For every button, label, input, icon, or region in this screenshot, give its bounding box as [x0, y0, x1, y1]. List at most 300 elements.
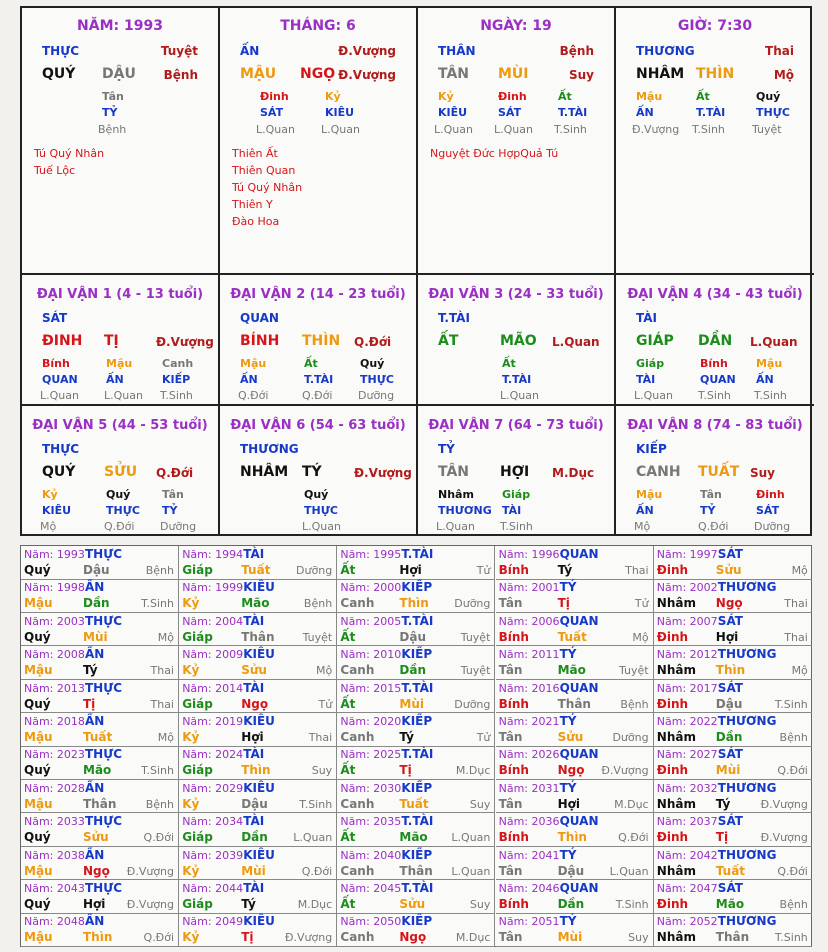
- year-star: THƯƠNG: [717, 580, 777, 595]
- hidden-trang-sinh: Tuyệt: [752, 123, 782, 136]
- dai-van-title: ĐẠI VẬN 2 (14 - 23 tuổi): [230, 287, 406, 302]
- year-chi: Mùi: [715, 763, 741, 778]
- year-cell: [496, 613, 654, 647]
- year-cell: [654, 913, 812, 947]
- year-chi: Mùi: [557, 930, 583, 945]
- year-label: Năm: 2027: [656, 748, 718, 762]
- year-label: Năm: 2002: [656, 581, 718, 595]
- year-label: Năm: 2031: [498, 781, 560, 795]
- year-trang-sinh: Mộ: [315, 664, 333, 678]
- year-can: Quý: [24, 763, 51, 778]
- year-can: Canh: [340, 596, 375, 611]
- hidden-can: Ất: [696, 90, 710, 103]
- than-sat-item: Thiên Ất: [232, 147, 278, 160]
- hidden-trang-sinh: L.Quan: [494, 123, 533, 136]
- year-can: Kỷ: [182, 863, 200, 878]
- hidden-star: KIÊU: [438, 106, 468, 119]
- year-trang-sinh: Suy: [469, 898, 491, 911]
- hidden-can: Mậu: [636, 90, 663, 103]
- dai-van-trang-sinh: Suy: [750, 466, 776, 480]
- year-trang-sinh: Mộ: [632, 630, 649, 644]
- year-can: Đinh: [656, 563, 689, 577]
- year-chi: Sửu: [557, 730, 584, 744]
- year-cell: [337, 646, 495, 680]
- year-star: KIẾP: [401, 580, 433, 595]
- year-trang-sinh: T.Sinh: [141, 597, 174, 611]
- pillar-title: NGÀY: 19: [480, 18, 552, 34]
- hidden-star: T.TÀI: [558, 106, 588, 119]
- pillar-can: TÂN: [438, 66, 470, 82]
- year-trang-sinh: T.Sinh: [141, 764, 174, 778]
- year-chi: Dần: [241, 830, 268, 845]
- year-star: TÀI: [243, 613, 265, 628]
- dai-van-trang-sinh: L.Quan: [750, 335, 798, 349]
- dai-van-hidden-ts: L.Quan: [436, 520, 475, 533]
- dai-van-trang-sinh: L.Quan: [552, 335, 600, 349]
- dai-van-hidden-star: ẤN: [636, 504, 654, 517]
- year-star: QUAN: [559, 547, 599, 561]
- year-trang-sinh: M.Dục: [455, 764, 491, 778]
- year-trang-sinh: Tử: [318, 697, 333, 711]
- pillar-trang-sinh: Thai: [765, 44, 794, 58]
- year-can: Bính: [498, 696, 529, 711]
- year-star: ẤN: [85, 847, 105, 862]
- year-can: Đinh: [656, 629, 689, 644]
- dai-van-hidden-can: Mậu: [636, 488, 663, 501]
- year-star: KIÊU: [243, 914, 275, 929]
- year-star: T.TÀI: [401, 680, 434, 695]
- year-trang-sinh: Dưỡng: [612, 731, 649, 744]
- year-label: Năm: 2052: [656, 915, 718, 929]
- pillar-star: THƯƠNG: [636, 44, 695, 58]
- year-star: TỶ: [559, 914, 577, 929]
- year-can: Nhâm: [656, 730, 696, 744]
- year-star: QUAN: [559, 613, 599, 628]
- year-chi: Mùi: [83, 629, 108, 644]
- year-star: THỰC: [85, 680, 123, 695]
- year-trang-sinh: Q.Đới: [143, 931, 174, 945]
- than-sat-item: Nguyệt Đức HợpQuả Tú: [430, 147, 559, 160]
- dai-van-hidden-star: TỶ: [700, 504, 716, 517]
- year-can: Mậu: [24, 930, 53, 945]
- year-trang-sinh: Đ.Vượng: [601, 764, 649, 778]
- pillar-can: NHÂM: [636, 66, 685, 82]
- year-label: Năm: 2007: [656, 614, 718, 628]
- hidden-trang-sinh: T.Sinh: [692, 123, 725, 136]
- year-label: Năm: 2042: [656, 848, 718, 862]
- year-cell: [337, 746, 495, 780]
- pillar-title: NĂM: 1993: [77, 18, 163, 34]
- pillar-trang-sinh: Bệnh: [559, 44, 594, 58]
- year-cell: [179, 646, 337, 680]
- year-label: Năm: 2016: [498, 681, 560, 695]
- hidden-trang-sinh: L.Quan: [321, 123, 360, 136]
- year-label: Năm: 2024: [182, 748, 244, 762]
- year-cell: [337, 613, 495, 647]
- year-can: Mậu: [24, 863, 53, 878]
- year-chi: Sửu: [715, 563, 742, 577]
- hidden-can: Kỷ: [325, 90, 341, 103]
- year-cell: [179, 613, 337, 647]
- dai-van-hidden-ts: Q.Đới: [302, 389, 333, 402]
- year-trang-sinh: Thai: [150, 664, 174, 678]
- year-cell: [654, 713, 812, 747]
- year-star: T.TÀI: [401, 547, 434, 561]
- pillar-title: GIỜ: 7:30: [677, 18, 753, 34]
- year-star: THỰC: [85, 613, 123, 628]
- year-can: Kỷ: [182, 930, 200, 945]
- year-can: Kỷ: [182, 730, 200, 744]
- year-star: TÀI: [243, 680, 265, 695]
- than-sat-item: Tuế Lộc: [34, 164, 76, 177]
- year-label: Năm: 2037: [656, 815, 718, 829]
- year-label: Năm: 2006: [498, 614, 560, 628]
- year-label: Năm: 2017: [656, 681, 718, 695]
- year-cell: [337, 680, 495, 714]
- year-label: Năm: 2008: [24, 648, 85, 662]
- year-star: TỶ: [559, 847, 577, 862]
- dai-van-hidden-star: QUAN: [42, 373, 78, 386]
- dai-van-1: [22, 273, 220, 405]
- year-chi: Dậu: [715, 696, 743, 711]
- year-label: Năm: 2010: [340, 648, 402, 662]
- hidden-trang-sinh: L.Quan: [256, 123, 295, 136]
- year-cell: [21, 847, 179, 881]
- year-label: Năm: 2015: [340, 681, 402, 695]
- pillar-chi: MÙI: [498, 66, 529, 82]
- year-star: QUAN: [559, 881, 599, 895]
- dai-van-3: [418, 273, 616, 405]
- dai-van-star: TÀI: [636, 311, 658, 325]
- year-label: Năm: 1996: [498, 548, 560, 561]
- year-cell: [654, 613, 812, 647]
- year-cell: [496, 813, 654, 847]
- dai-van-hidden-star: ẤN: [106, 373, 124, 386]
- year-label: Năm: 2030: [340, 781, 402, 795]
- year-star: SÁT: [717, 747, 743, 762]
- year-cell: [496, 913, 654, 947]
- year-can: Mậu: [24, 663, 53, 678]
- year-trang-sinh: Thai: [308, 731, 333, 744]
- dai-van-trang-sinh: Q.Đới: [156, 466, 194, 480]
- dai-van-hidden-star: TÀI: [636, 373, 656, 386]
- year-label: Năm: 2035: [340, 815, 402, 829]
- year-star: SÁT: [717, 547, 743, 561]
- year-can: Bính: [498, 897, 529, 911]
- dai-van-hidden-can: Nhâm: [438, 488, 474, 501]
- year-star: TỶ: [559, 647, 577, 662]
- year-can: Bính: [498, 830, 529, 845]
- year-star: KIÊU: [243, 714, 275, 728]
- year-chi: Tị: [715, 830, 729, 845]
- dai-van-hidden-can: Đinh: [756, 488, 785, 501]
- year-star: THỰC: [85, 547, 123, 561]
- year-trang-sinh: Dưỡng: [296, 564, 333, 577]
- year-cell: [179, 546, 337, 580]
- than-sat-item: Thiên Quan: [232, 164, 296, 177]
- year-star: KIẾP: [401, 780, 433, 795]
- year-can: Nhâm: [656, 596, 696, 611]
- hidden-trang-sinh: T.Sinh: [554, 123, 587, 136]
- dai-van-title: ĐẠI VẬN 4 (34 - 43 tuổi): [627, 287, 803, 302]
- year-star: QUAN: [559, 680, 599, 695]
- year-star: KIÊU: [243, 647, 275, 662]
- year-can: Nhâm: [656, 663, 696, 678]
- dai-van-hidden-ts: Mộ: [634, 520, 651, 533]
- year-cell: [337, 579, 495, 613]
- year-label: Năm: 2012: [656, 648, 718, 662]
- year-can: Kỷ: [182, 596, 200, 611]
- year-star: ẤN: [85, 780, 105, 795]
- dai-van-hidden-ts: L.Quan: [634, 389, 673, 402]
- year-can: Canh: [340, 730, 375, 744]
- dai-van-hidden-star: QUAN: [700, 373, 736, 386]
- year-chi: Mão: [715, 897, 745, 911]
- year-label: Năm: 2040: [340, 848, 402, 862]
- year-can: Canh: [340, 930, 375, 945]
- year-chi: Tý: [241, 897, 256, 911]
- year-chi: Hợi: [83, 897, 106, 911]
- year-star: TỶ: [559, 580, 577, 595]
- year-label: Năm: 2003: [24, 614, 85, 628]
- year-trang-sinh: Thai: [625, 564, 649, 577]
- year-cell: [337, 546, 495, 580]
- dai-van-2: [220, 273, 418, 405]
- year-chi: Hợi: [399, 563, 422, 577]
- year-star: THƯƠNG: [717, 647, 777, 662]
- year-label: Năm: 2000: [340, 581, 402, 595]
- year-cell: [21, 780, 179, 814]
- dai-van-hidden-ts: L.Quan: [302, 520, 341, 533]
- year-label: Năm: 2033: [24, 815, 85, 829]
- year-trang-sinh: Suy: [628, 931, 649, 945]
- year-trang-sinh: L.Quan: [609, 864, 649, 878]
- than-sat-item: Tú Quý Nhân: [34, 147, 105, 160]
- year-chi: Tuất: [557, 629, 587, 644]
- year-cell: [21, 613, 179, 647]
- year-trang-sinh: Mộ: [157, 731, 174, 744]
- year-cell: [654, 780, 812, 814]
- year-cell: [496, 546, 654, 580]
- year-cell: [654, 546, 812, 580]
- year-can: Canh: [340, 796, 375, 811]
- year-trang-sinh: Dưỡng: [454, 697, 491, 711]
- dai-van-can: GIÁP: [636, 333, 674, 349]
- year-star: KIẾP: [401, 847, 433, 862]
- dai-van-hidden-ts: Q.Đới: [238, 389, 269, 402]
- year-can: Bính: [498, 563, 529, 577]
- year-star: T.TÀI: [401, 747, 434, 762]
- year-trang-sinh: Dưỡng: [454, 597, 491, 611]
- year-trang-sinh: Tuyệt: [618, 664, 649, 678]
- year-label: Năm: 2029: [182, 781, 244, 795]
- year-chi: Ngọ: [715, 596, 743, 611]
- year-cell: [179, 913, 337, 947]
- year-chi: Thìn: [241, 763, 271, 778]
- year-cell: [21, 579, 179, 613]
- year-cell: [654, 880, 812, 914]
- year-trang-sinh: Suy: [469, 797, 491, 811]
- year-chi: Thìn: [399, 596, 429, 611]
- year-trang-sinh: Tử: [476, 564, 491, 577]
- year-trang-sinh: M.Dục: [455, 931, 491, 945]
- year-can: Giáp: [182, 563, 213, 577]
- hidden-star: KIÊU: [325, 106, 355, 119]
- hidden-star: SÁT: [260, 106, 284, 119]
- year-can: Nhâm: [656, 930, 696, 945]
- dai-van-star: THƯƠNG: [240, 442, 299, 456]
- pillar-trang-sinh: Đ.Vượng: [338, 44, 396, 58]
- year-cell: [654, 847, 812, 881]
- year-label: Năm: 2045: [340, 882, 402, 895]
- year-cell: [179, 847, 337, 881]
- year-can: Tân: [498, 863, 523, 878]
- dai-van-hidden-ts: Mộ: [40, 520, 57, 533]
- year-cell: [654, 579, 812, 613]
- year-chi: Mão: [557, 663, 586, 678]
- year-label: Năm: 2004: [182, 614, 244, 628]
- year-chi: Hợi: [557, 796, 580, 811]
- dai-van-hidden-can: Canh: [162, 357, 194, 370]
- year-label: Năm: 2038: [24, 848, 85, 862]
- year-label: Năm: 2036: [498, 815, 560, 829]
- year-trang-sinh: Bệnh: [779, 731, 808, 744]
- year-label: Năm: 1998: [24, 581, 85, 595]
- year-label: Năm: 2032: [656, 781, 718, 795]
- year-can: Canh: [340, 663, 375, 678]
- year-label: Năm: 2014: [182, 681, 244, 695]
- year-label: Năm: 2021: [498, 715, 560, 728]
- dai-van-hidden-ts: L.Quan: [40, 389, 79, 402]
- hidden-can: Đinh: [260, 90, 289, 103]
- year-label: Năm: 2051: [498, 915, 560, 929]
- year-label: Năm: 2020: [340, 715, 402, 728]
- year-label: Năm: 1994: [182, 548, 244, 561]
- dai-van-hidden-ts: T.Sinh: [754, 389, 787, 402]
- hidden-star: TỶ: [102, 106, 118, 119]
- year-label: Năm: 1999: [182, 581, 244, 595]
- year-can: Đinh: [656, 696, 689, 711]
- year-chi: Tý: [83, 663, 98, 678]
- hidden-star: T.TÀI: [696, 106, 726, 119]
- hidden-can: Tân: [102, 90, 124, 103]
- year-can: Quý: [24, 696, 51, 711]
- hidden-can: Ất: [558, 90, 572, 103]
- year-label: Năm: 2047: [656, 882, 718, 895]
- dai-van-can: ĐINH: [42, 333, 83, 349]
- year-label: Năm: 1995: [340, 548, 402, 561]
- dai-van-hidden-can: Giáp: [502, 488, 531, 501]
- dai-van-hidden-star: TÀI: [502, 504, 522, 517]
- dai-van-hidden-star: T.TÀI: [502, 373, 532, 386]
- year-star: THƯƠNG: [717, 847, 777, 862]
- year-cell: [496, 780, 654, 814]
- dai-van-trang-sinh: Đ.Vượng: [354, 466, 412, 480]
- year-can: Ất: [340, 696, 356, 711]
- year-star: SÁT: [717, 613, 743, 628]
- year-cell: [21, 880, 179, 914]
- dai-van-title: ĐẠI VẬN 8 (74 - 83 tuổi): [627, 418, 803, 433]
- year-chi: Mùi: [241, 863, 266, 878]
- year-cell: [179, 579, 337, 613]
- pillar-trang-sinh-chi: Mộ: [773, 68, 794, 82]
- year-can: Giáp: [182, 897, 213, 911]
- year-cell: [496, 680, 654, 714]
- dai-van-hidden-ts: T.Sinh: [698, 389, 731, 402]
- dai-van-hidden-ts: Dưỡng: [358, 389, 395, 402]
- year-can: Nhâm: [656, 863, 696, 878]
- year-star: TÀI: [243, 747, 265, 762]
- year-trang-sinh: M.Dục: [297, 898, 333, 911]
- year-chi: Tuất: [399, 796, 429, 811]
- year-star: QUAN: [559, 814, 599, 829]
- year-chi: Mão: [83, 763, 112, 778]
- year-star: ẤN: [85, 714, 105, 728]
- year-chi: Thìn: [557, 830, 587, 845]
- pillar-can: MẬU: [240, 66, 277, 82]
- year-trang-sinh: T.Sinh: [299, 797, 333, 811]
- year-can: Giáp: [182, 830, 213, 845]
- year-star: KIẾP: [401, 914, 433, 929]
- year-can: Mậu: [24, 796, 53, 811]
- year-trang-sinh: Tuyệt: [302, 630, 333, 644]
- year-star: THƯƠNG: [717, 914, 777, 929]
- year-chi: Mão: [399, 830, 428, 845]
- year-can: Giáp: [182, 696, 213, 711]
- dai-van-hidden-star: THỰC: [304, 504, 338, 517]
- year-trang-sinh: Đ.Vượng: [126, 864, 174, 878]
- dai-van-chi: SỬU: [104, 464, 138, 480]
- year-label: Năm: 2049: [182, 915, 244, 929]
- dai-van-8: [616, 404, 814, 536]
- pillar-chi: NGỌ: [300, 66, 336, 82]
- dai-van-hidden-can: Ất: [502, 357, 516, 370]
- dai-van-can: QUÝ: [42, 464, 76, 480]
- year-chi: Mùi: [399, 696, 424, 711]
- year-star: SÁT: [717, 881, 743, 895]
- dai-van-6: [220, 404, 418, 536]
- dai-van-hidden-can: Mậu: [756, 357, 783, 370]
- dai-van-7: [418, 404, 616, 536]
- year-cell: [21, 680, 179, 714]
- year-chi: Tị: [83, 696, 96, 711]
- pillar-can: QUÝ: [42, 66, 76, 82]
- dai-van-can: BÍNH: [240, 333, 280, 349]
- pillar-trang-sinh-chi: Bệnh: [163, 68, 198, 82]
- year-trang-sinh: Bệnh: [620, 697, 649, 711]
- year-star: KIÊU: [243, 780, 275, 795]
- year-can: Kỷ: [182, 663, 200, 678]
- hidden-star: SÁT: [498, 106, 522, 119]
- dai-van-hidden-can: Quý: [360, 357, 385, 370]
- year-chi: Thân: [241, 629, 275, 644]
- dai-van-hidden-can: Ất: [304, 357, 318, 370]
- dai-van-trang-sinh: Q.Đới: [354, 335, 392, 349]
- year-trang-sinh: Bệnh: [303, 597, 333, 611]
- dai-van-hidden-can: Tân: [162, 488, 184, 501]
- year-label: Năm: 2019: [182, 715, 244, 728]
- year-cell: [337, 780, 495, 814]
- dai-van-can: NHÂM: [240, 464, 289, 480]
- dai-van-hidden-can: Kỷ: [42, 488, 58, 501]
- year-chi: Dần: [557, 897, 585, 911]
- year-trang-sinh: Tử: [476, 731, 491, 744]
- year-chi: Mão: [241, 596, 270, 611]
- pillar-0: [22, 8, 220, 273]
- year-cell: [654, 646, 812, 680]
- year-label: Năm: 2050: [340, 915, 402, 929]
- year-label: Năm: 2009: [182, 648, 244, 662]
